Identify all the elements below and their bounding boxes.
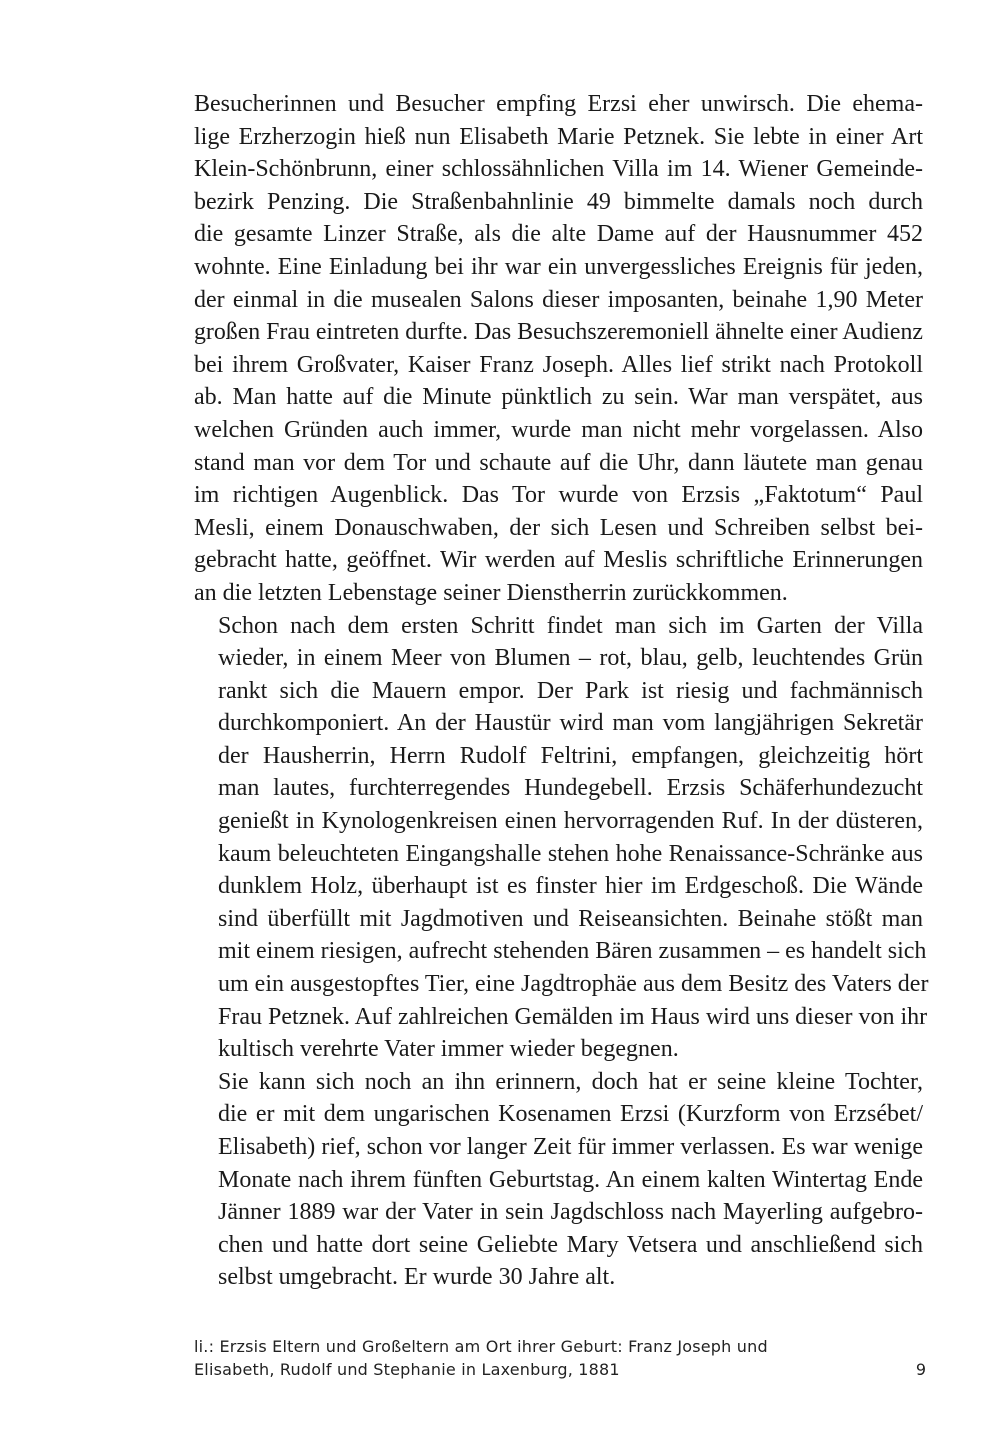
paragraph-3 — [194, 1066, 923, 1294]
text-line: Klein-Schönbrunn, einer schlossähnlichen Villa im 14. Wiener Gemeinde- — [194, 156, 923, 183]
text-line: kaum beleuchteten Eingangshalle stehen hohe Renaissance-Schränke aus — [218, 840, 923, 867]
text-line: lige Erzherzogin hieß nun Elisabeth Marie Petznek. Sie lebte in einer Art — [194, 123, 923, 150]
text-line: Elisabeth) rief, schon vor langer Zeit für immer verlassen. Es war wenige — [218, 1134, 923, 1160]
image-caption — [194, 1335, 814, 1381]
text-line: Schon nach dem ersten Schritt findet man sich im Garten der Villa — [218, 612, 923, 639]
text-line: stand man vor dem Tor und schaute auf die Uhr, dann läutete man genau — [194, 449, 923, 476]
text-line: Mesli, einem Donauschwaben, der sich Lesen und Schreiben selbst bei- — [194, 514, 923, 541]
text-line: genießt in Kynologenkreisen einen hervorragenden Ruf. In der düsteren, — [218, 808, 923, 835]
text-line: bezirk Penzing. Die Straßenbahnlinie 49 bimmelte damals noch durch — [194, 188, 923, 215]
text-line: Besucherinnen und Besucher empfing Erzsi eher unwirsch. Die ehema- — [194, 91, 923, 117]
text-line: der Hausherrin, Herrn Rudolf Feltrini, empfangen, gleichzeitig hört — [218, 742, 923, 769]
caption-line: li.: Erzsis Eltern und Großeltern am Ort ihrer Geburt: Franz Joseph und — [194, 1337, 768, 1356]
text-line: gebracht hatte, geöffnet. Wir werden auf Meslis schriftliche Erinnerungen — [194, 547, 923, 574]
page-number: 9 — [915, 1360, 926, 1379]
text-line: welchen Gründen auch immer, wurde man nicht mehr vorgelassen. Also — [194, 416, 923, 443]
text-line: um ein ausgestopftes Tier, eine Jagdtrophäe aus dem Besitz des Vaters der — [218, 971, 929, 998]
text-line: kultisch verehrte Vater immer wieder begegnen. — [218, 1036, 679, 1063]
text-line: Frau Petznek. Auf zahlreichen Gemälden im Haus wird uns dieser von ihr — [218, 1003, 928, 1030]
text-line: bei ihrem Großvater, Kaiser Franz Joseph. Alles lief strikt nach Protokoll — [194, 351, 923, 378]
text-line: mit einem riesigen, aufrecht stehenden Bären zusammen – es handelt sich — [218, 938, 927, 965]
text-line: Jänner 1889 war der Vater in sein Jagdschloss nach Mayerling aufgebro- — [218, 1199, 923, 1226]
text-line: sind überfüllt mit Jagdmotiven und Reiseansichten. Beinahe stößt man — [218, 905, 923, 932]
text-line: im richtigen Augenblick. Das Tor wurde von Erzsis „Faktotum“ Paul — [194, 482, 923, 509]
body-text — [194, 88, 929, 1294]
text-line: rankt sich die Mauern empor. Der Park ist riesig und fachmännisch — [218, 677, 923, 704]
text-line: selbst umgebracht. Er wurde 30 Jahre alt. — [218, 1264, 616, 1291]
text-line: wohnte. Eine Einladung bei ihr war ein unvergessliches Ereignis für jeden, — [194, 253, 923, 280]
text-line: Sie kann sich noch an ihn erinnern, doch hat er seine kleine Tochter, — [218, 1068, 923, 1095]
text-line: chen und hatte dort seine Geliebte Mary Vetsera und anschließend sich — [218, 1231, 923, 1258]
paragraph-2 — [194, 610, 929, 1066]
text-line: ab. Man hatte auf die Minute pünktlich zu sein. War man verspätet, aus — [194, 384, 923, 411]
text-line: dunklem Holz, überhaupt ist es finster hier im Erdgeschoß. Die Wände — [218, 873, 923, 900]
paragraph-1 — [194, 88, 923, 610]
text-line: die er mit dem ungarischen Kosenamen Erzsi (Kurzform von Erzsébet/ — [218, 1101, 923, 1128]
caption-line: Elisabeth, Rudolf und Stephanie in Laxenburg, 1881 — [194, 1360, 620, 1379]
text-line: der einmal in die musealen Salons dieser imposanten, beinahe 1,90 Meter — [194, 286, 923, 313]
text-line: die gesamte Linzer Straße, als die alte Dame auf der Hausnummer 452 — [194, 221, 923, 248]
text-line: großen Frau eintreten durfte. Das Besuchszeremoniell ähnelte einer Audienz — [194, 319, 923, 346]
text-line: wieder, in einem Meer von Blumen – rot, blau, gelb, leuchtendes Grün — [218, 645, 923, 672]
text-line: an die letzten Lebenstage seiner Dienstherrin zurückkommen. — [194, 579, 788, 606]
text-line: man lautes, furchterregendes Hundegebell. Erzsis Schäferhundezucht — [218, 775, 923, 802]
text-line: Monate nach ihrem fünften Geburtstag. An einem kalten Wintertag Ende — [218, 1166, 923, 1193]
text-line: durchkomponiert. An der Haustür wird man vom langjährigen Sekretär — [218, 710, 923, 737]
